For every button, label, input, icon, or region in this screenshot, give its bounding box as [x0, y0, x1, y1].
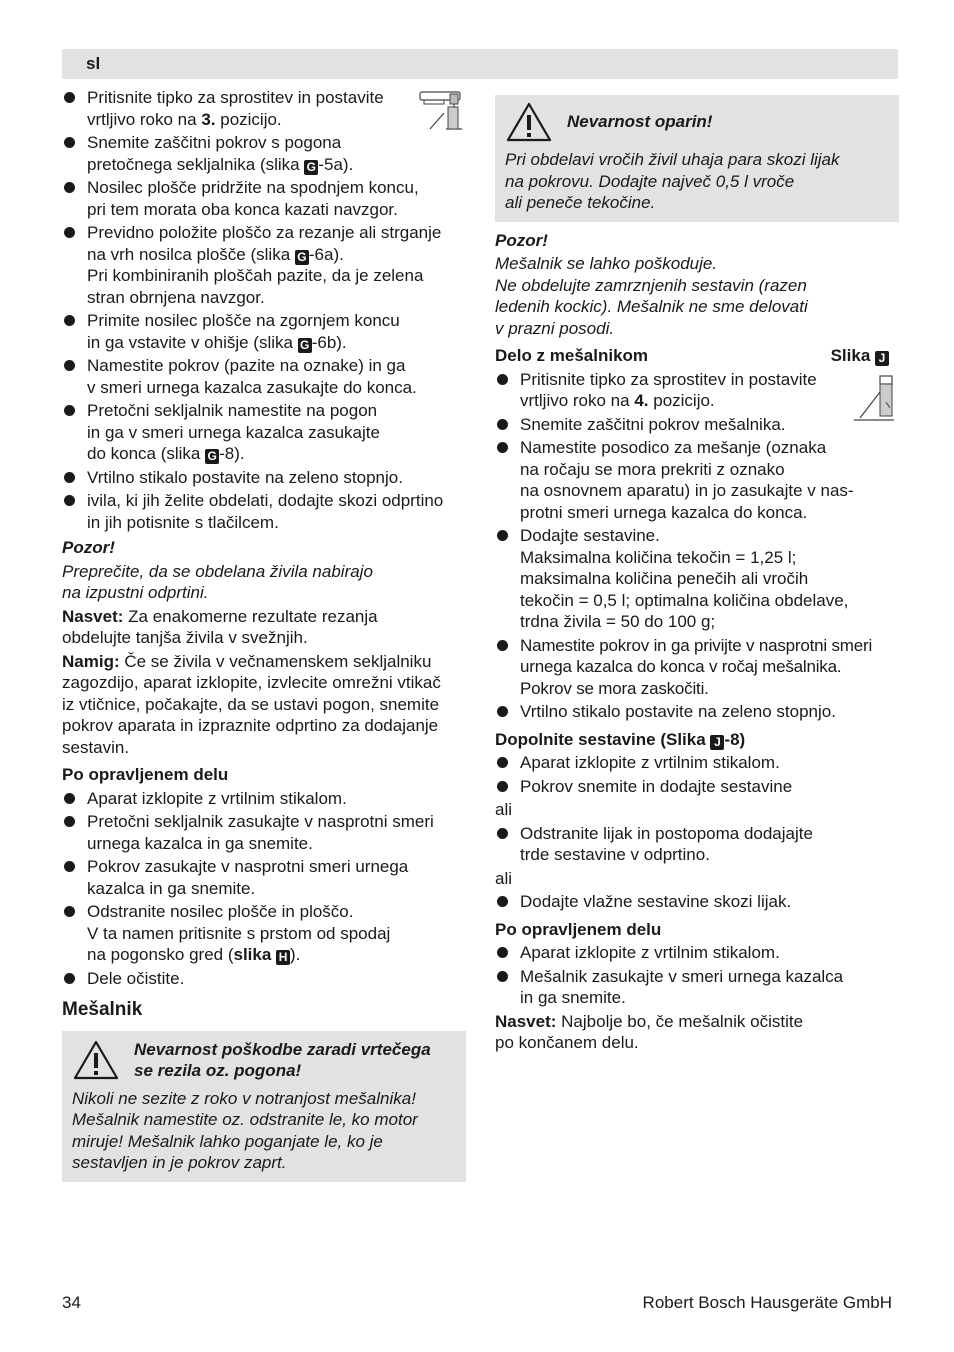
list-item: Pretočni sekljalnik namestite na pogon in ga v smeri urnega kazalca zasukajte do konca (slika G -8).: [62, 400, 466, 465]
list-item: Dodajte vlažne sestavine skozi lijak.: [495, 891, 899, 913]
bullet-icon: [64, 315, 75, 326]
figure-badge-g: G: [304, 160, 318, 175]
figure-badge-j: J: [875, 351, 889, 366]
figure-badge-g: G: [298, 338, 312, 353]
right-column: [495, 95, 899, 1056]
language-code: sl: [86, 54, 101, 73]
warning-text: Nikoli ne sezite z roko v notranjost mešalnika! Mešalnik namestite oz. odstranite le, ko motor miruje! Mešalnik lahko poganjate le, ko je sestavljen in je pokrov zaprt.: [72, 1088, 418, 1172]
list-item: Mešalnik zasukajte v smeri urnega kazalca in ga snemite.: [495, 966, 899, 1009]
tip-paragraph: Nasvet: Najbolje bo, če mešalnik očistite po končanem delu.: [495, 1011, 804, 1052]
hint-paragraph: Namig: Če se živila v večnamenskem sekljalniku zagozdijo, aparat izklopite, izvlecite omrežni vtikač iz vtičnice, počakajte, da se ustavi pogon, snemite pokrov aparata in izpraznite odprtino za dodajanje sestavin.: [62, 651, 441, 757]
bullet-icon: [497, 530, 508, 541]
scald-warning-box: [495, 95, 899, 222]
list-item: Aparat izklopite z vrtilnim stikalom.: [495, 942, 899, 964]
warning-triangle-icon: [72, 1039, 120, 1081]
list-item: Vrtilno stikalo postavite na zeleno stopnjo.: [495, 701, 899, 723]
list-item: Dele očistite.: [62, 968, 466, 990]
warning-header: [505, 101, 889, 143]
list-item: Odstranite lijak in postopoma dodajajte trde sestavine v odprtino.: [495, 823, 899, 866]
bullet-icon: [64, 137, 75, 148]
bullet-icon: [497, 896, 508, 907]
list-item: Namestite pokrov in ga privijte v nasprotni smeri urnega kazalca do konca v ročaj mešalnika. Pokrov se mora zaskočiti.: [495, 635, 899, 700]
or-text: ali: [495, 868, 513, 888]
add-ingredients-alt2-steps: [495, 891, 899, 913]
bullet-icon: [64, 906, 75, 917]
tip-paragraph: Nasvet: Za enakomerne rezultate rezanja obdelujte tanjša živila v svežnjih.: [62, 606, 378, 647]
add-ingredients-steps: [495, 752, 899, 797]
after-work-heading: Po opravljenem delu: [62, 765, 229, 784]
caution-title: Pozor!: [495, 230, 548, 250]
caution-text: Mešalnik se lahko poškoduje. Ne obdelujte zamrznjenih sestavin (razen ledenih kockic). Mešalnik ne sme delovati v prazni posodi.: [495, 254, 808, 338]
bullet-icon: [64, 472, 75, 483]
figure-badge-h: H: [276, 950, 290, 965]
list-item: Pokrov snemite in dodajte sestavine: [495, 776, 899, 798]
list-item: Aparat izklopite z vrtilnim stikalom.: [62, 788, 466, 810]
add-ingredients-heading: Dopolnite sestavine (Slika J -8): [495, 729, 746, 749]
section-title-blender: Mešalnik: [62, 999, 143, 1020]
list-item: Nosilec plošče pridržite na spodnjem koncu, pri tem morata oba konca kazati navzgor.: [62, 177, 466, 220]
blender-work-heading: [495, 345, 899, 367]
warning-header: [72, 1039, 456, 1082]
bullet-icon: [64, 227, 75, 238]
bullet-icon: [64, 182, 75, 193]
list-item: Namestite pokrov (pazite na oznake) in ga v smeri urnega kazalca zasukajte do konca.: [62, 355, 466, 398]
bullet-icon: [497, 706, 508, 717]
blender-steps: [495, 369, 899, 723]
blender-work-title: Delo z mešalnikom: [495, 346, 649, 365]
bullet-icon: [497, 971, 508, 982]
mixer-chopper-steps: [62, 87, 466, 533]
add-ingredients-alt-steps: [495, 823, 899, 866]
bullet-icon: [64, 973, 75, 984]
list-item: Dodajte sestavine. Maksimalna količina tekočin = 1,25 l; maksimalna količina penečih ali vročih tekočin = 0,5 l; optimalna količina obdelave, trdna živila = 50 do 100 g;: [495, 525, 899, 633]
after-work-heading: Po opravljenem delu: [495, 919, 662, 939]
bullet-icon: [64, 360, 75, 371]
list-item: Namestite posodico za mešanje (oznaka na ročaju se mora prekriti z oznako na osnovnem aparatu) in jo zasukajte v nas- protni smeri urnega kazalca do konca.: [495, 437, 899, 523]
list-item: Previdno položite ploščo za rezanje ali strganje na vrh nosilca plošče (slika G -6a). Pri kombiniranih ploščah pazite, da je zelena stran obrnjena navzgor.: [62, 222, 466, 308]
list-item: Pokrov zasukajte v nasprotni smeri urnega kazalca in ga snemite.: [62, 856, 466, 899]
bullet-icon: [497, 781, 508, 792]
list-item: Snemite zaščitni pokrov s pogona pretočnega sekljalnika (slika G -5a).: [62, 132, 466, 175]
warning-triangle-icon: [505, 101, 553, 143]
bullet-icon: [497, 419, 508, 430]
left-column: [62, 87, 466, 1190]
page-number: 34: [62, 1293, 81, 1312]
language-bar: [62, 49, 898, 79]
figure-badge-g: G: [295, 250, 309, 265]
bullet-icon: [64, 816, 75, 827]
list-item: ivila, ki jih želite obdelati, dodajte skozi odprtino in jih potisnite s tlačilcem.: [62, 490, 466, 533]
list-item: Pritisnite tipko za sprostitev in postavite vrtljivo roko na 4. pozicijo.: [495, 369, 899, 412]
bullet-icon: [497, 757, 508, 768]
figure-badge-j: J: [710, 735, 724, 750]
list-item: Vrtilno stikalo postavite na zeleno stopnjo.: [62, 467, 466, 489]
after-work-steps: [495, 942, 899, 1009]
bullet-icon: [497, 828, 508, 839]
bullet-icon: [64, 793, 75, 804]
caution-title: Pozor!: [62, 538, 115, 557]
warning-title: Nevarnost oparin!: [567, 112, 713, 132]
list-item: Pretočni sekljalnik zasukajte v nasprotni smeri urnega kazalca in ga snemite.: [62, 811, 466, 854]
figure-ref: Slika J: [831, 345, 899, 367]
warning-text: Pri obdelavi vročih živil uhaja para skozi lijak na pokrovu. Dodajte največ 0,5 l vroče ali peneče tekočine.: [505, 150, 840, 212]
bullet-icon: [497, 442, 508, 453]
caution-text: Preprečite, da se obdelana živila nabirajo na izpustni odprtini.: [62, 561, 373, 602]
list-item: Odstranite nosilec plošče in ploščo. V ta namen pritisnite s prstom od spodaj na pogonsko gred (slika H ).: [62, 901, 466, 966]
bullet-icon: [64, 92, 75, 103]
company-name: Robert Bosch Hausgeräte GmbH: [642, 1293, 892, 1312]
bullet-icon: [497, 374, 508, 385]
list-item: Primite nosilec plošče na zgornjem koncu in ga vstavite v ohišje (slika G -6b).: [62, 310, 466, 353]
figure-badge-g: G: [205, 449, 219, 464]
blade-warning-box: [62, 1031, 466, 1182]
bullet-icon: [497, 640, 508, 651]
bullet-icon: [64, 495, 75, 506]
bullet-icon: [497, 947, 508, 958]
bullet-icon: [64, 861, 75, 872]
bullet-icon: [64, 405, 75, 416]
list-item: Aparat izklopite z vrtilnim stikalom.: [495, 752, 899, 774]
after-work-steps: [62, 788, 466, 990]
list-item: Pritisnite tipko za sprostitev in postavite vrtljivo roko na 3. pozicijo.: [62, 87, 466, 130]
list-item: Snemite zaščitni pokrov mešalnika.: [495, 414, 899, 436]
warning-title: Nevarnost poškodbe zaradi vrtečega se rezila oz. pogona!: [134, 1039, 431, 1080]
or-text: ali: [495, 800, 513, 819]
